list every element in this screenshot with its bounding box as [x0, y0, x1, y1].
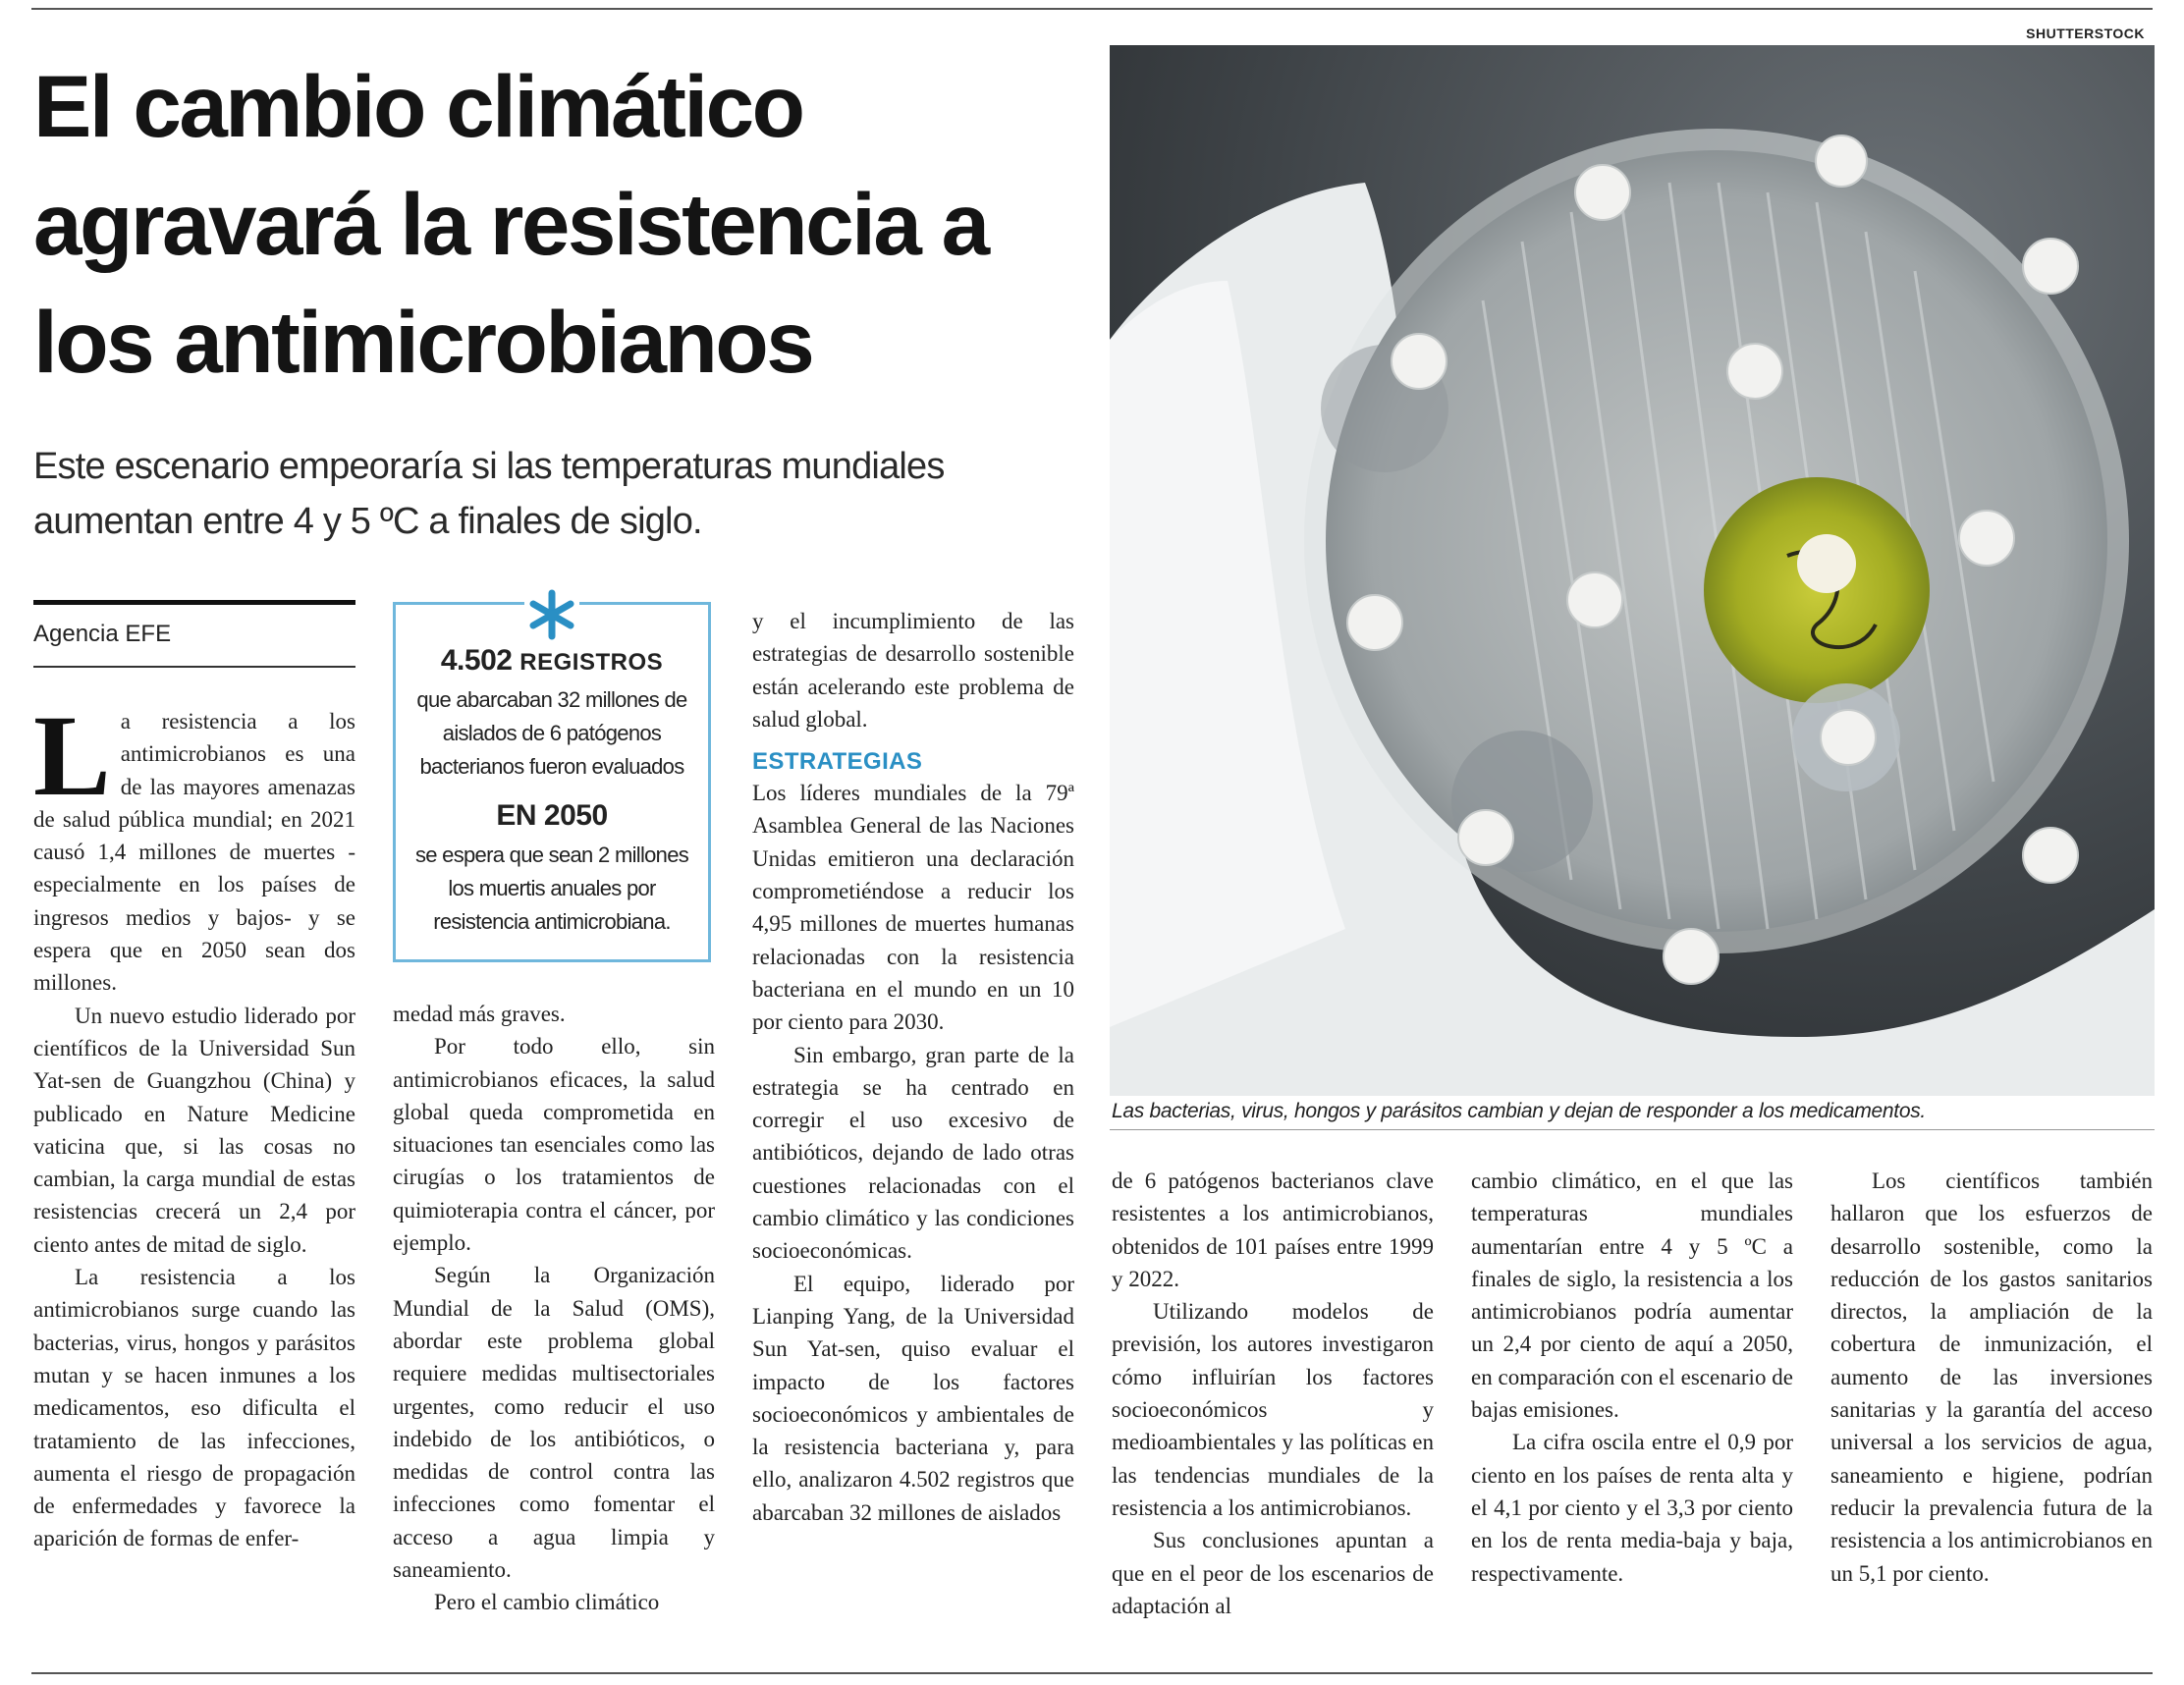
- paragraph: de 6 patógenos bacterianos clave resistentes a los antimicrobianos, obtenidos de 101 países entre 1999 y 2022.: [1112, 1169, 1434, 1291]
- asterisk-icon: [524, 587, 579, 642]
- paragraph: La cifra oscila entre el 0,9 por ciento en los países de renta alta y el 4,1 por ciento y el 3,3 por ciento en los de renta media-baja y baja, respectivamente.: [1471, 1430, 1793, 1586]
- caption-rule: [1110, 1129, 2155, 1130]
- paragraph: Los líderes mundiales de la 79ª Asamblea General de las Naciones Unidas emitieron una declaración comprometiéndose a reducir los 4,95 millones de muertes humanas relacionadas con la resistencia bacteriana en el mundo en un 10 por ciento para 2030.: [752, 781, 1074, 1035]
- body-column-3: [752, 605, 1074, 1529]
- drop-cap: L: [33, 691, 111, 820]
- byline: Agencia EFE: [33, 621, 172, 647]
- body-column-4: [1112, 1165, 1434, 1622]
- paragraph: a resistencia a los antimicrobianos es una de las mayores amenazas de salud pública mundial; en 2021 causó 1,4 millones de muertes -especialmente en los países de ingresos medios y bajos- y se espera que en 2050 sean dos millones.: [33, 709, 355, 996]
- paragraph: Por todo ello, sin antimicrobianos eficaces, la salud global queda comprometida en situaciones tan esenciales como las cirugías o los tratamientos de quimioterapia contra el cáncer, por ejemplo.: [393, 1034, 715, 1256]
- stat-2-headline: EN 2050: [496, 799, 608, 832]
- stat-1-text: que abarcaban 32 millones de aislados de 6 patógenos bacterianos fueron evaluados: [416, 687, 687, 779]
- photo-caption: Las bacterias, virus, hongos y parásitos cambian y dejan de responder a los medicamentos.: [1112, 1100, 1926, 1122]
- stat-1-unit: REGISTROS: [519, 649, 664, 676]
- photo-credit: SHUTTERSTOCK: [2026, 26, 2145, 41]
- paragraph: Los científicos también hallaron que los esfuerzos de desarrollo sostenible, como la reducción de los gastos sanitarios directos, la ampliación de la cobertura de inmunización, el aumento de las inversiones sanitarias y la garantía del acceso universal a los servicios de agua, saneamiento e higiene, podrían reducir la prevalencia futura de la resistencia a los antimicrobianos en un 5,1 por ciento.: [1830, 1169, 2153, 1586]
- paragraph: Un nuevo estudio liderado por científicos de la Universidad Sun Yat-sen de Guangzhou (China) y publicado en Nature Medicine vaticina que, si las cosas no cambian, la carga mundial de estas resistencias crecerá un 2,4 por ciento antes de mitad de siglo.: [33, 1003, 355, 1257]
- paragraph: y el incumplimiento de las estrategias de desarrollo sostenible están acelerando este problema de salud global.: [752, 609, 1074, 732]
- byline-rule-bottom: [33, 666, 355, 668]
- body-column-6: [1830, 1165, 2153, 1590]
- paragraph: Pero el cambio climático: [434, 1590, 660, 1615]
- stat-2-text: se espera que sean 2 millones los muertis anuales por resistencia antimicrobiana.: [414, 842, 689, 934]
- section-subhead: ESTRATEGIAS: [752, 748, 923, 776]
- body-column-2: [393, 998, 715, 1619]
- petri-dish-photo: [1110, 45, 2155, 1096]
- paragraph: Sin embargo, gran parte de la estrategia se ha centrado en corregir el uso excesivo de antibióticos, dejando de lado otras cuestiones relacionadas con el cambio climático y las condiciones socioeconómicas.: [752, 1042, 1074, 1264]
- paragraph: La resistencia a los antimicrobianos surge cuando las bacterias, virus, hongos y parásitos mutan y se hacen inmunes a los medicamentos, eso dificulta el tratamiento de las infecciones, aumenta el riesgo de propagación de enfermedades y favorece la aparición de formas de enfer-: [33, 1265, 355, 1551]
- paragraph: cambio climático, en el que las temperaturas mundiales aumentarían entre 4 y 5 ºC a finales de siglo, la resistencia a los antimicrobianos podría aumentar un 2,4 por ciento de aquí a 2050, en comparación con el escenario de bajas emisiones.: [1471, 1169, 1793, 1423]
- stat-1-headline: [396, 644, 708, 678]
- top-rule: [31, 8, 2153, 10]
- paragraph: Sus conclusiones apuntan a que en el peor de los escenarios de adaptación al: [1112, 1528, 1434, 1618]
- bottom-rule: [31, 1672, 2153, 1674]
- stat-1-number: 4.502: [440, 644, 513, 677]
- body-column-5: [1471, 1165, 1793, 1590]
- paragraph: Utilizando modelos de previsión, los autores investigaron cómo influirían los factores socioeconómicos y medioambientales y las políticas en las tendencias mundiales de la resistencia a los antimicrobianos.: [1112, 1299, 1434, 1520]
- headline: El cambio climático agravará la resistencia a los antimicrobianos: [33, 57, 988, 391]
- paragraph: medad más graves.: [393, 1002, 566, 1026]
- body-column-1: [33, 691, 355, 1555]
- byline-rule-top: [33, 600, 355, 605]
- subtitle: Este escenario empeoraría si las temperaturas mundiales aumentan entre 4 y 5 ºC a finales de siglo.: [33, 446, 945, 542]
- paragraph: El equipo, liderado por Lianping Yang, de la Universidad Sun Yat-sen, quiso evaluar el impacto de los factores socioeconómicos y ambientales de la resistencia bacteriana y, para ello, analizaron 4.502 registros que abarcaban 32 millones de aislados: [752, 1271, 1074, 1525]
- fact-box: [393, 602, 711, 962]
- paragraph: Según la Organización Mundial de la Salud (OMS), abordar este problema global requiere medidas multisectoriales urgentes, como reducir el uso indebido de los antibióticos, o medidas de control contra las infecciones como fomentar el acceso a agua limpia y saneamiento.: [393, 1263, 715, 1583]
